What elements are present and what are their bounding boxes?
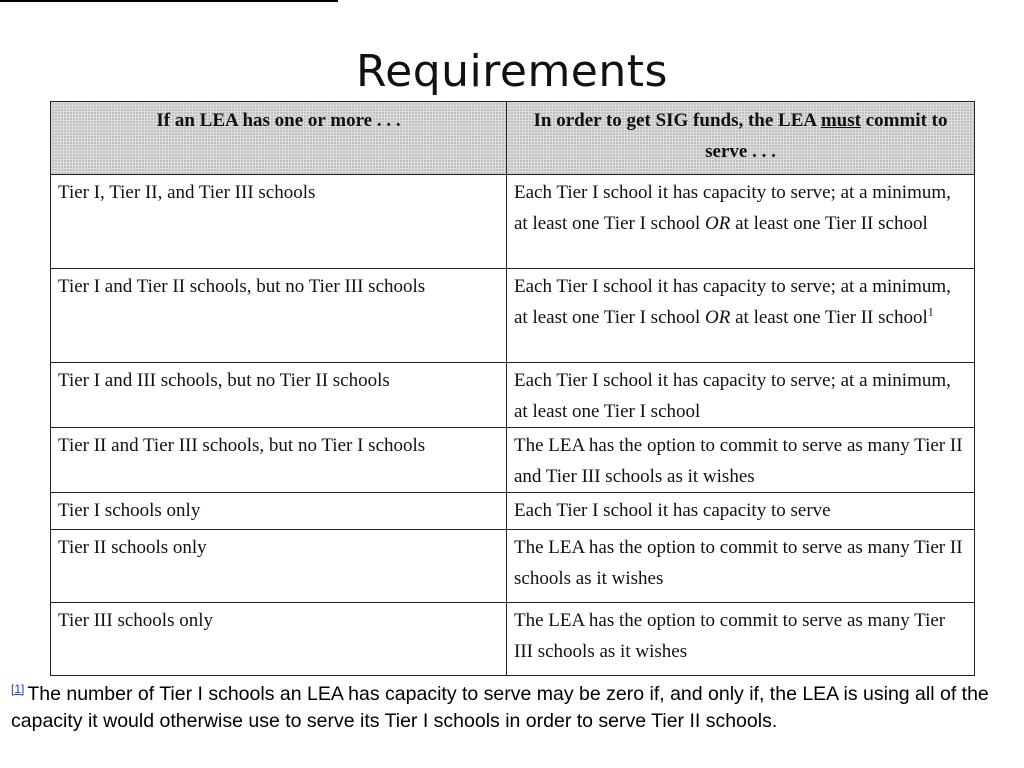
or-emphasis: OR — [705, 213, 731, 234]
slide-title: Requirements — [356, 46, 668, 97]
table-header-row — [51, 102, 975, 175]
requirement-cell: The LEA has the option to commit to serve as many Tier II and Tier III schools as it wishes — [507, 428, 975, 493]
requirements-table — [50, 101, 975, 676]
table-row — [51, 493, 975, 530]
footnote — [11, 681, 1015, 735]
requirement-text: Each Tier I school it has capacity to serve; at a minimum, at least one Tier I school — [514, 182, 951, 234]
or-emphasis: OR — [705, 307, 731, 328]
requirement-cell: The LEA has the option to commit to serve as many Tier III schools as it wishes — [507, 603, 975, 676]
condition-cell: Tier II and Tier III schools, but no Tier I schools — [51, 428, 507, 493]
condition-cell: Tier I and III schools, but no Tier II schools — [51, 363, 507, 428]
requirement-cell — [507, 269, 975, 363]
condition-cell: Tier I and Tier II schools, but no Tier III schools — [51, 269, 507, 363]
footnote-ref-link[interactable]: [1] — [11, 681, 25, 696]
footnote-marker: 1 — [927, 304, 934, 319]
header-requirement-text-end: commit to serve . . . — [705, 110, 948, 162]
table-row — [51, 363, 975, 428]
requirement-text-end: at least one Tier II school — [730, 213, 928, 234]
table-row — [51, 175, 975, 269]
header-requirement — [507, 102, 975, 175]
table-row — [51, 603, 975, 676]
condition-cell: Tier II schools only — [51, 530, 507, 603]
header-requirement-text: In order to get SIG funds, the LEA — [533, 110, 821, 131]
requirement-text: Each Tier I school it has capacity to serve; at a minimum, at least one Tier I school — [514, 276, 951, 328]
requirement-cell — [507, 175, 975, 269]
header-condition — [51, 102, 507, 175]
requirement-cell: The LEA has the option to commit to serve as many Tier II schools as it wishes — [507, 530, 975, 603]
table-row — [51, 530, 975, 603]
footnote-text: The number of Tier I schools an LEA has capacity to serve may be zero if, and only if, the LEA is using all of the capacity it would otherwise use to serve its Tier I schools in order to serve Tier II schools. — [11, 683, 989, 732]
table-row — [51, 269, 975, 363]
condition-cell: Tier III schools only — [51, 603, 507, 676]
header-condition-text: If an LEA has one or more . . . — [156, 110, 401, 131]
requirement-cell: Each Tier I school it has capacity to serve; at a minimum, at least one Tier I school — [507, 363, 975, 428]
requirement-cell: Each Tier I school it has capacity to serve — [507, 493, 975, 530]
top-rule — [0, 0, 338, 2]
requirement-text-end: at least one Tier II school — [730, 307, 928, 328]
condition-cell: Tier I schools only — [51, 493, 507, 530]
header-must-emphasis: must — [820, 110, 861, 131]
condition-cell: Tier I, Tier II, and Tier III schools — [51, 175, 507, 269]
table-row — [51, 428, 975, 493]
